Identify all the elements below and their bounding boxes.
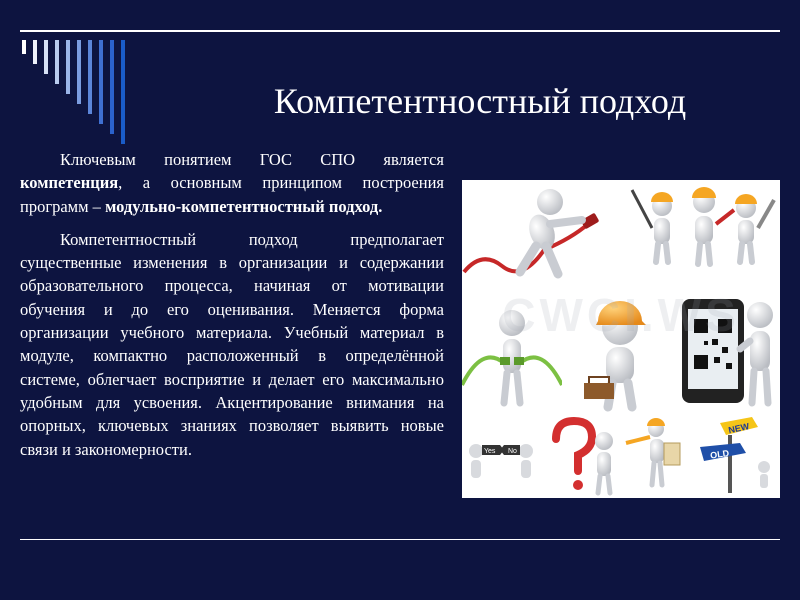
slide-title: Компетентностный подход: [273, 81, 687, 121]
paragraph-key-concept: Ключевым понятием ГОС СПО является компетенция, а основным принципом построения программ – модульно-компетентностный подход.: [20, 150, 444, 216]
sign-no: No: [508, 448, 517, 455]
top-rule: [20, 30, 780, 32]
sign-old: OLD: [709, 448, 730, 461]
illustration-collage: [462, 180, 780, 498]
term-competence: компетенция: [20, 173, 119, 193]
figure-new-old-signpost: [690, 415, 780, 498]
body-text: [20, 148, 444, 461]
figure-pencil-clipboard: [624, 415, 690, 498]
sign-yes: Yes: [484, 448, 496, 455]
watermark: CWCI.WS: [502, 289, 740, 341]
figure-yes-no-signs: [462, 415, 542, 498]
figure-question-mark: [542, 415, 624, 498]
figures-workers-with-tools: [622, 180, 780, 285]
term-modular-approach: модульно-компетентностный подход.: [105, 196, 383, 216]
sign-new: NEW: [727, 421, 751, 436]
bottom-rule: [20, 539, 780, 540]
figure-pulling-cable: [462, 180, 622, 285]
decorative-stripes: [22, 40, 142, 150]
paragraph-approach: Компетентностный подход предполагает существенные изменения в организации и содержании образовательного процесса, начиная от мотивации обучения и до его оценивания. Меняется форма организации учебного материала. Учебный материал в модуле, компактно расположенный в определённой системе, облегчает восприятие и делает его максимально удобным для усвоения. Акцентирование внимания на опорных, ключевых знаниях позволяет выявить новые связи и закономерности.: [20, 229, 444, 459]
